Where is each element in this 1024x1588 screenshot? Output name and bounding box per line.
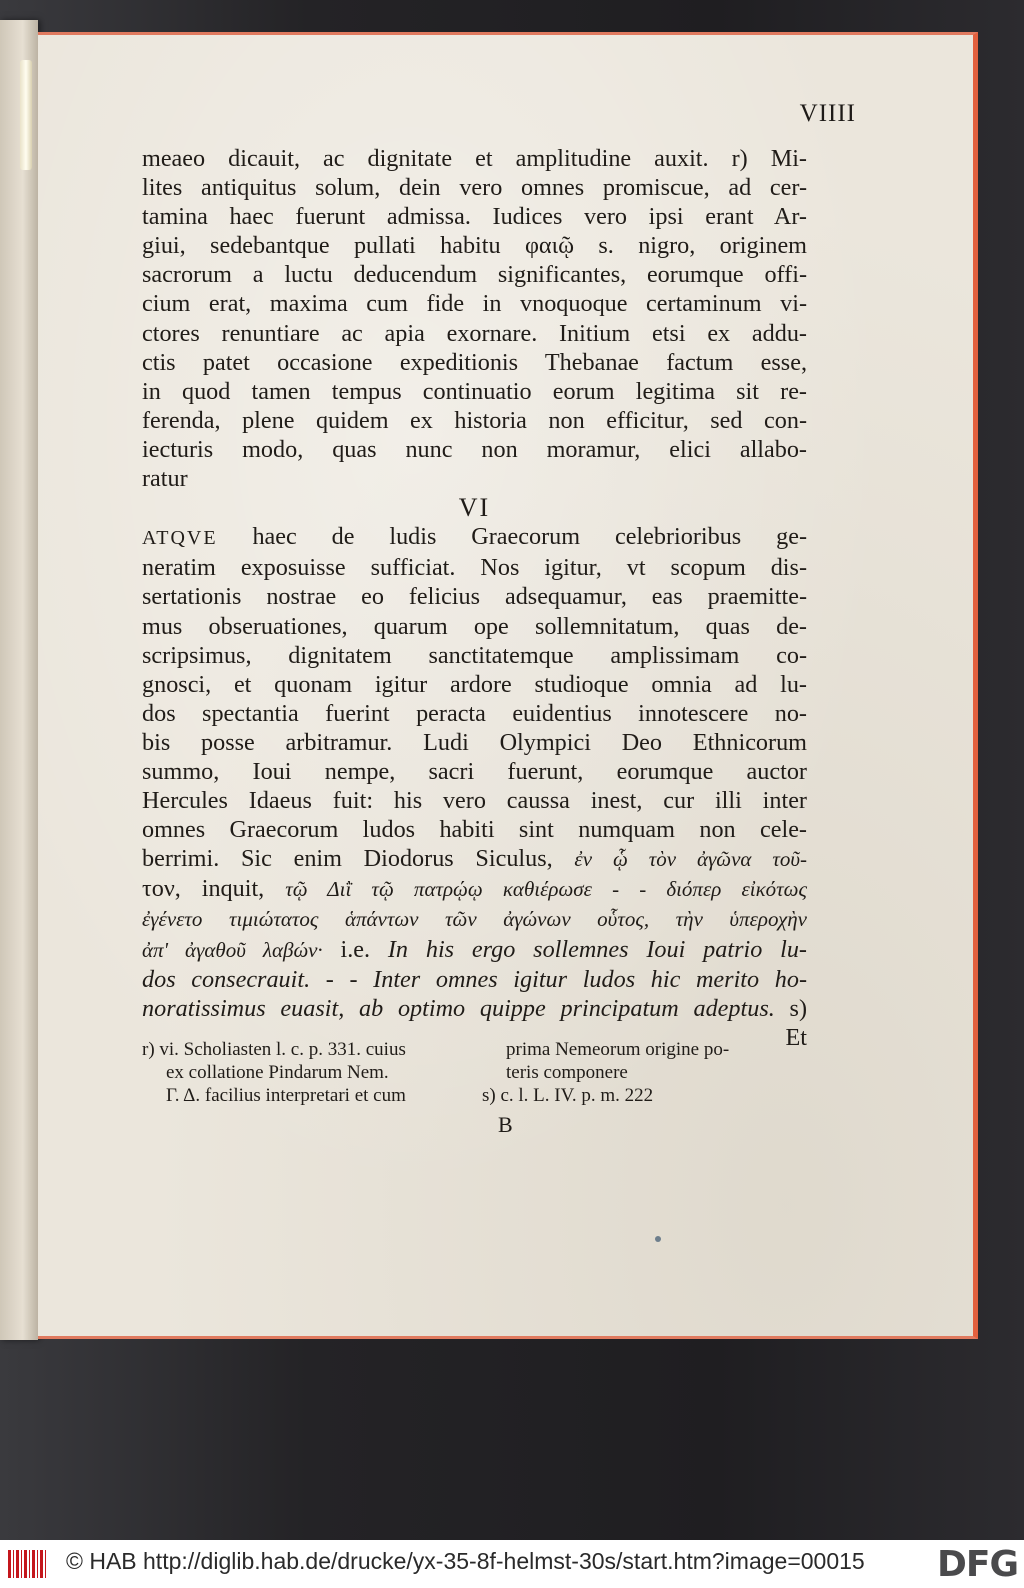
text-line [142,994,807,1023]
text-line: ferenda, plene quidem ex historia non efficitur, sed con- [142,406,807,434]
page-edge-highlight [20,60,32,170]
main-text [142,144,807,1052]
text-line [142,874,807,904]
dfg-logo: DFG [936,1544,1018,1585]
text-line: giui, sedebantque pullati habitu φαιῷ s. nigro, originem [142,232,807,260]
note-marker: s) [774,994,808,1022]
footnotes-left-column [142,1038,472,1107]
text-line: sertationis nostrae eo felicius adsequamur, eas praemitte- [142,583,807,611]
footnotes-right-column [482,1038,807,1107]
italic-text: noratissimus euasit, ab optimo quippe principatum adeptus. [142,994,775,1022]
footnote-line: teris componere [506,1062,628,1083]
text-line: ratur [142,465,188,493]
text-line: summo, Ioui nempe, sacri fuerunt, eorumque auctor [142,757,807,785]
text-line: tamina haec fuerunt admissa. Iudices vero ipsi erant Ar- [142,203,807,231]
text-segment: berrimi. Sic enim Diodorus Siculus, [142,845,553,873]
greek-text: ἐγένετο τιμιώτατος ἁπάντων τῶν ἀγώνων οὗτος, τὴν ὑπεροχὴν [142,907,807,932]
catchword: Et [785,1023,807,1051]
text-line: gnosci, et quonam igitur ardore studioque omnia ad lu- [142,670,807,698]
footnote-line: prima Nemeorum origine po- [506,1039,730,1060]
barcode-icon [8,1550,46,1578]
paper-speck [655,1236,661,1242]
signature-mark: B [498,1112,513,1137]
text-line [142,844,807,874]
text-line: scripsimus, dignitatem sanctitatemque amplissimam co- [142,641,807,669]
text-line: Hercules Idaeus fuit: his vero caussa inest, cur illi inter [142,787,807,815]
italic-text: In his ergo sollemnes Ioui patrio lu- [387,935,807,963]
folio-number: VIIII [799,100,856,127]
text-line [142,522,807,553]
text-segment: τον, inquit, [142,875,265,903]
text-line: neratim exposuisse sufficiat. Nos igitur, vt scopum dis- [142,554,807,582]
footer-credit-link[interactable]: © HAB http://diglib.hab.de/drucke/yx-35-8f-helmst-30s/start.htm?image=00015 [66,1548,865,1574]
text-segment: haec de ludis Graecorum celebrioribus ge- [217,523,807,551]
text-line: iecturis modo, quas nunc non moramur, elici allabo- [142,435,807,463]
text-line: bis posse arbitramur. Ludi Olympici Deo Ethnicorum [142,728,807,756]
footnote-line: Γ. Δ. facilius interpretari et cum [166,1085,406,1106]
text-line: sacrorum a luctu deducendum significantes, eorumque offi- [142,261,807,289]
left-page-edge [0,20,38,1340]
text-line [142,904,807,934]
text-line: ctores renuntiare ac apia exornare. Initium etsi ex addu- [142,319,807,347]
text-line: cium erat, maxima cum fide in vnoquoque certaminum vi- [142,290,807,318]
opening-word: ATQVE [142,527,218,550]
footnote-line: ex collatione Pindarum Nem. [166,1062,389,1083]
text-line: ctis patet occasione expeditionis Thebanae factum esse, [142,348,807,376]
text-line: mus obseruationes, quarum ope sollemnitatum, quas de- [142,612,807,640]
text-line: meaeo dicauit, ac dignitate et amplitudine auxit. r) Mi- [142,145,807,172]
text-segment: i.e. [322,935,388,963]
text-line [142,935,807,965]
greek-text: ἀπ' ἀγαθοῦ λαβών· [142,937,323,962]
greek-text: ἐν ᾧ τὸν ἀγῶνα τοῦ- [574,847,807,872]
greek-text: τῷ Διῒ τῷ πατρῴῳ καθιέρωσε - - διόπερ εἰκότως [285,877,808,902]
text-line: in quod tamen tempus continuatio eorum legitima sit re- [142,377,807,405]
footnote-line: s) c. l. L. IV. p. m. 222 [482,1085,654,1106]
text-line: dos spectantia fuerint peracta euidentius innotescere no- [142,699,807,727]
text-line: dos consecrauit. - - Inter omnes igitur ludos hic merito ho- [142,965,807,993]
text-line: lites antiquitus solum, dein vero omnes promiscue, ad cer- [142,174,807,202]
footer-bar [0,1540,1024,1588]
footnote-line: r) vi. Scholiasten l. c. p. 331. cuius [142,1039,406,1060]
text-line: omnes Graecorum ludos habiti sint numquam non cele- [142,816,807,844]
section-heading: VI [458,493,491,523]
